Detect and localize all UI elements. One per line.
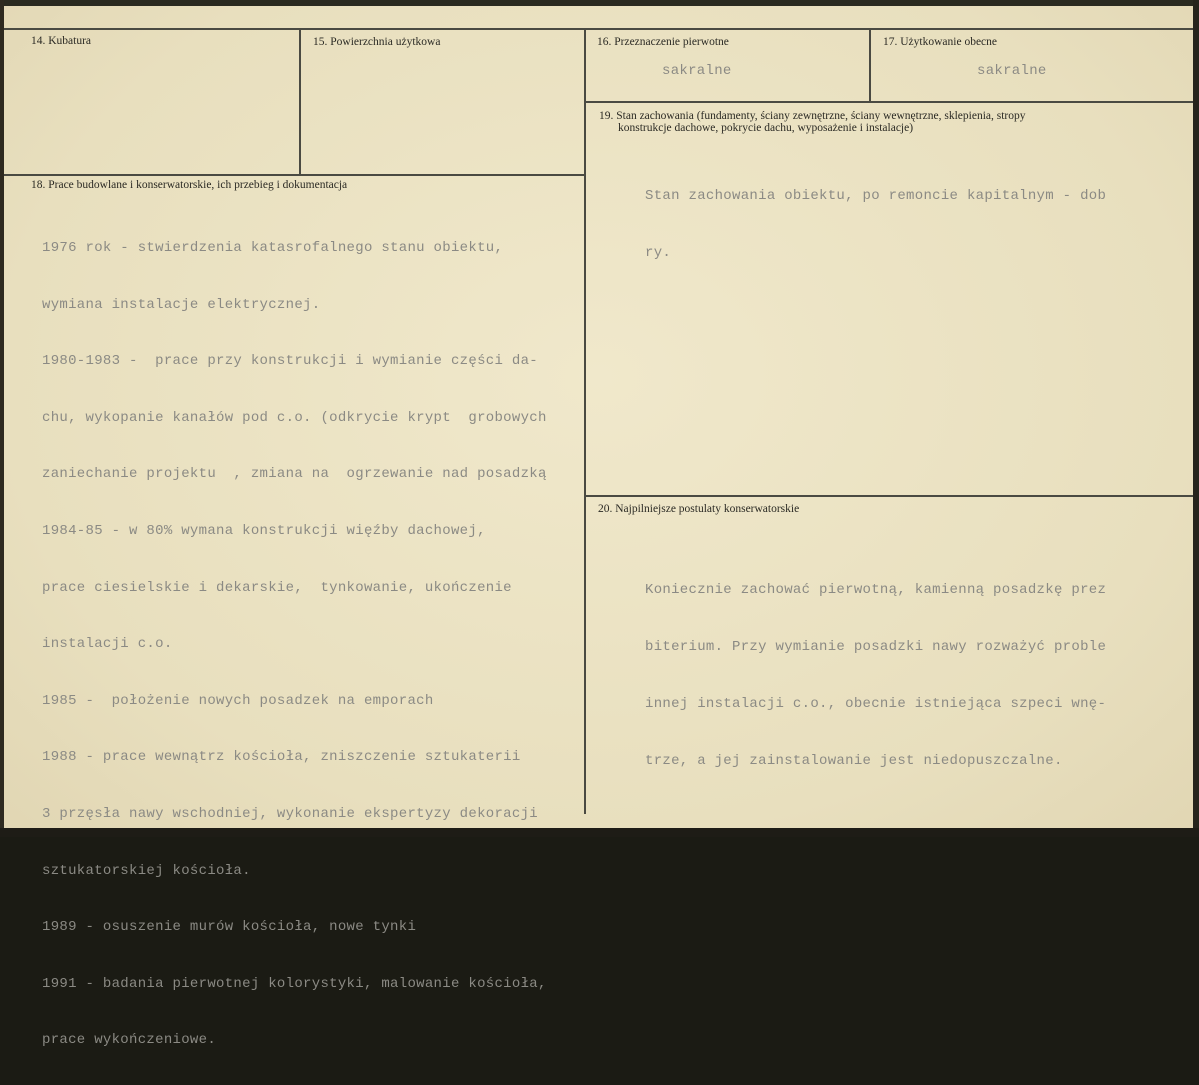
card-top-edge: [0, 0, 1199, 6]
stan-label-line1: 19. Stan zachowania (fundamenty, ściany zewnętrzne, ściany wewnętrzne, sklepienia, stropy: [599, 110, 1026, 122]
powierzchnia-label: 15. Powierzchnia użytkowa: [313, 36, 441, 48]
prace-line: zaniechanie projektu , zmiana na ogrzewanie nad posadzką: [42, 466, 547, 483]
rule-postulaty-top: [584, 495, 1193, 497]
stan-line: ry.: [645, 244, 672, 261]
prace-line: instalacji c.o.: [42, 636, 173, 653]
prace-line: prace wykończeniowe.: [42, 1032, 217, 1049]
stan-text: [645, 152, 1106, 297]
postulaty-text: [645, 546, 1106, 806]
card-right-edge: [1193, 0, 1199, 837]
postulaty-label: 20. Najpilniejsze postulaty konserwatorskie: [598, 503, 800, 515]
postulaty-line: Koniecznie zachować pierwotną, kamienną posadzkę prez: [645, 582, 1107, 598]
postulaty-line: innej instalacji c.o., obecnie istniejąca szpeci wnę-: [645, 696, 1107, 712]
prace-line: 1991 - badania pierwotnej kolorystyki, malowanie kościoła,: [42, 975, 547, 992]
rule-v-center: [584, 28, 586, 814]
prace-line: 1989 - osuszenie murów kościoła, nowe tynki: [42, 919, 417, 936]
rule-top: [4, 28, 1193, 30]
prace-line: sztukatorskiej kościoła.: [42, 862, 251, 879]
prace-line: prace ciesielskie i dekarskie, tynkowanie, ukończenie: [42, 579, 512, 596]
prace-line: 3 przęsła nawy wschodniej, wykonanie ekspertyzy dekoracji: [42, 805, 538, 822]
prace-line: 1976 rok - stwierdzenia katasrofalnego stanu obiektu,: [42, 240, 504, 256]
stan-line: Stan zachowania obiektu, po remoncie kapitalnym - dob: [645, 188, 1107, 204]
rule-stan-top: [584, 101, 1193, 103]
uzytkowanie-label: 17. Użytkowanie obecne: [883, 36, 998, 48]
card-left-edge: [0, 0, 4, 837]
prace-line: 1984-85 - w 80% wymana konstrukcji więźby dachowej,: [42, 522, 486, 539]
przeznaczenie-value: sakralne: [662, 63, 732, 79]
przeznaczenie-label: 16. Przeznaczenie pierwotne: [597, 36, 729, 48]
kubatura-label: 14. Kubatura: [31, 35, 92, 47]
rule-v-kubatura: [299, 28, 301, 174]
prace-text: [42, 204, 547, 1085]
prace-label: 18. Prace budowlane i konserwatorskie, ich przebieg i dokumentacja: [31, 179, 348, 191]
prace-line: 1985 - położenie nowych posadzek na emporach: [42, 692, 434, 709]
prace-line: chu, wykopanie kanałów pod c.o. (odkrycie krypt grobowych: [42, 409, 547, 426]
rule-prace-top: [4, 174, 586, 176]
rule-v-uzytkowanie: [869, 28, 871, 102]
postulaty-line: biterium. Przy wymianie posadzki nawy rozważyć proble: [645, 639, 1107, 655]
uzytkowanie-value: sakralne: [977, 63, 1047, 79]
stan-label-line2: konstrukcje dachowe, pokrycie dachu, wyposażenie i instalacje): [618, 122, 914, 134]
prace-line: 1980-1983 - prace przy konstrukcji i wymianie części da-: [42, 353, 538, 370]
prace-line: wymiana instalacje elektrycznej.: [42, 296, 321, 313]
prace-line: 1988 - prace wewnątrz kościoła, zniszczenie sztukaterii: [42, 749, 521, 766]
postulaty-line: trze, a jej zainstalowanie jest niedopuszczalne.: [645, 753, 1063, 769]
